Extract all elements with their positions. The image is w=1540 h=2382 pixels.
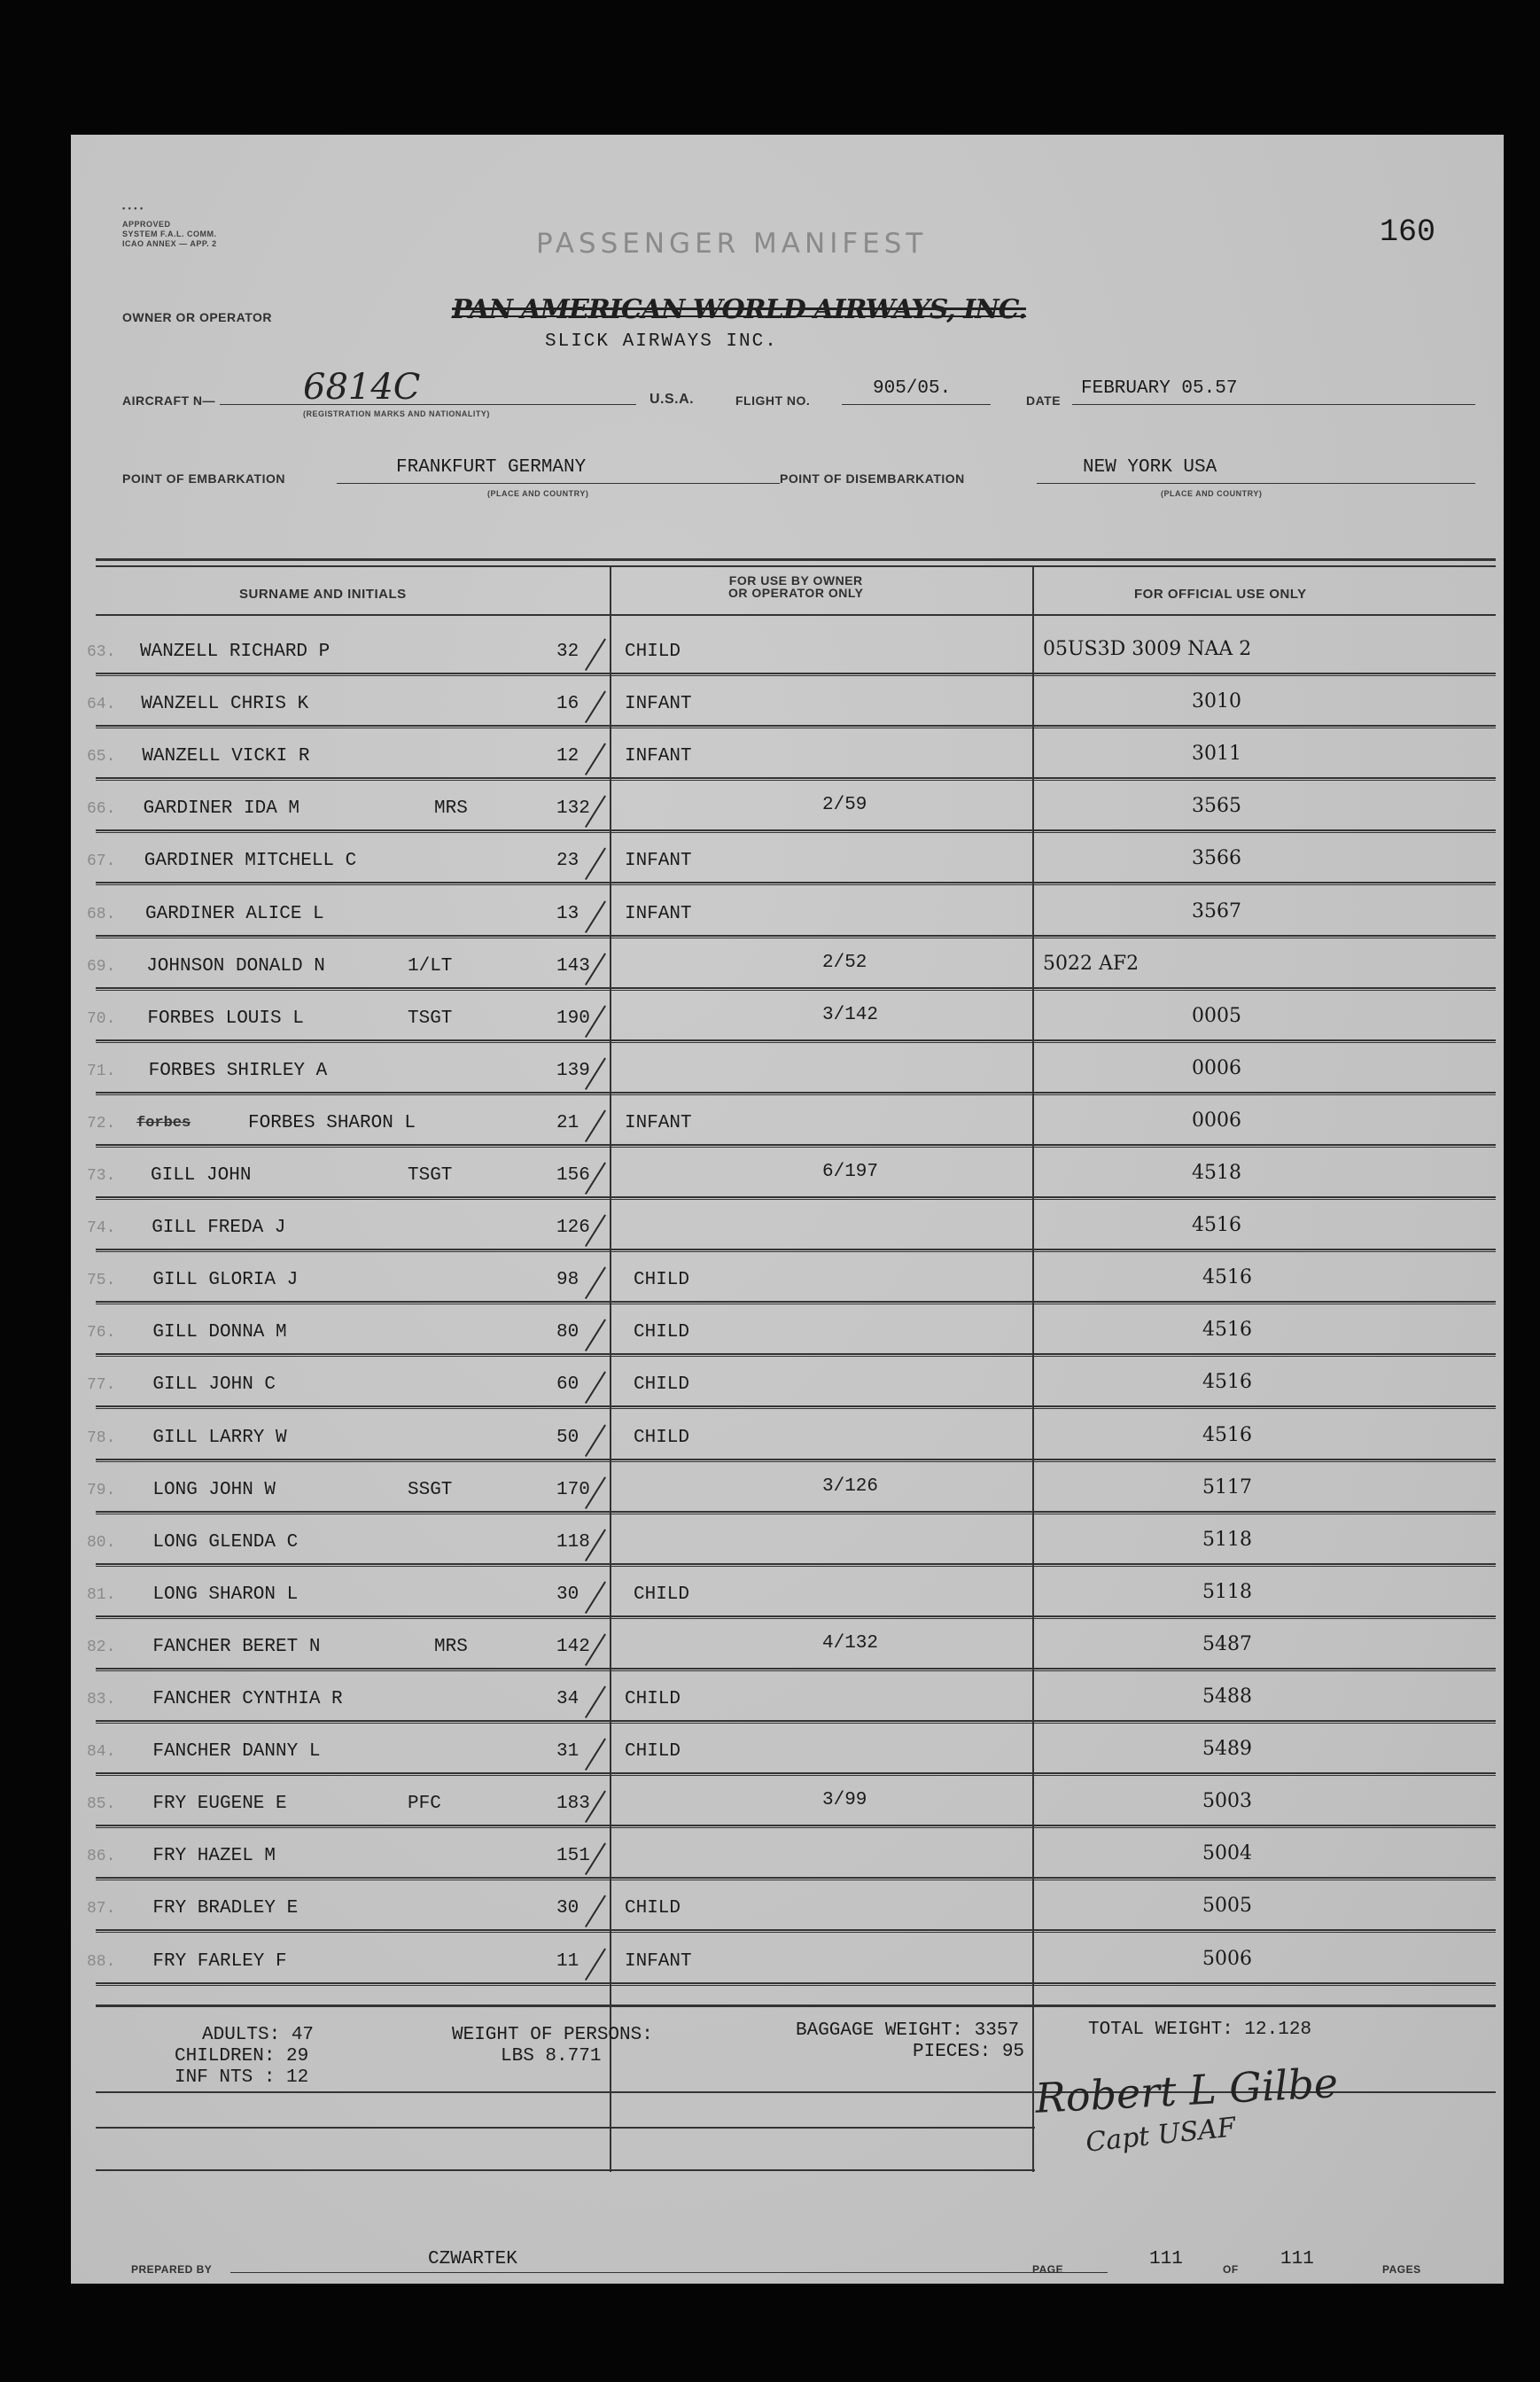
row-number: 79. (87, 1481, 116, 1499)
passenger-name: LONG GLENDA C (152, 1531, 299, 1553)
official-use-code: 5117 (1202, 1475, 1252, 1498)
row-number: 69. (87, 957, 116, 976)
row-rule (96, 1877, 1496, 1879)
table-row (71, 1462, 1504, 1514)
owner-label: OWNER OR OPERATOR (122, 310, 272, 324)
passenger-name: FANCHER BERET N (152, 1636, 321, 1657)
table-row (71, 1200, 1504, 1252)
row-rule (96, 1144, 1496, 1146)
of-label: OF (1223, 2263, 1239, 2276)
page-value: 111 (1149, 2249, 1183, 2269)
check-mark (585, 1581, 606, 1614)
check-mark (585, 1319, 606, 1352)
row-rule (96, 1563, 1496, 1565)
official-use-code: 4516 (1202, 1319, 1252, 1342)
official-use-code: 4516 (1202, 1371, 1252, 1394)
page-label: PAGE (1032, 2263, 1064, 2276)
flight-value: 905/05. (873, 378, 952, 399)
row-number: 84. (87, 1743, 116, 1762)
row-rule (96, 725, 1496, 727)
passenger-weight: 50 (556, 1427, 579, 1448)
check-mark (585, 900, 606, 933)
table-top-rule (96, 558, 1496, 561)
row-number: 86. (87, 1848, 116, 1866)
passenger-status: INFANT (625, 851, 692, 872)
table-row (71, 833, 1504, 885)
date-value: FEBRUARY 05.57 (1081, 378, 1238, 399)
passenger-title: PFC (408, 1794, 441, 1815)
row-rule (96, 1039, 1496, 1041)
baggage-pieces-weight: 4/132 (822, 1632, 879, 1654)
table-row (71, 1828, 1504, 1880)
passenger-weight: 13 (556, 903, 579, 924)
approved-line-2: SYSTEM F.A.L. COMM. (122, 230, 217, 238)
column-header-official: FOR OFFICIAL USE ONLY (1134, 587, 1307, 602)
table-row (71, 991, 1504, 1043)
table-row (71, 1304, 1504, 1357)
check-mark (585, 1738, 606, 1771)
passenger-weight: 183 (556, 1794, 590, 1815)
row-rule (96, 1092, 1496, 1094)
row-rule (96, 1720, 1496, 1722)
official-use-code: 5487 (1202, 1632, 1252, 1655)
passenger-status: CHILD (634, 1584, 690, 1605)
table-row (71, 1567, 1504, 1619)
passenger-weight: 32 (556, 642, 579, 662)
approved-line-3: ICAO ANNEX — APP. 2 (122, 239, 217, 248)
row-number: 70. (87, 1009, 116, 1028)
check-mark (585, 1948, 606, 1981)
passenger-status: INFANT (625, 694, 692, 715)
total-weight: TOTAL WEIGHT: 12.128 (1088, 2020, 1312, 2040)
passenger-status: CHILD (634, 1270, 690, 1291)
check-mark (585, 743, 606, 776)
table-row (71, 1252, 1504, 1304)
disembarkation-value: NEW YORK USA (1083, 457, 1217, 478)
table-row (71, 1619, 1504, 1671)
official-use-code: 5006 (1202, 1947, 1252, 1970)
row-number: 71. (87, 1062, 116, 1080)
table-row (71, 1095, 1504, 1148)
table-row (71, 676, 1504, 728)
row-number: 87. (87, 1900, 116, 1919)
table-row (71, 728, 1504, 781)
passenger-name: FORBES SHARON L (248, 1112, 416, 1133)
passenger-weight: 80 (556, 1322, 579, 1343)
embarkation-value: FRANKFURT GERMANY (396, 457, 587, 478)
table-row (71, 1357, 1504, 1409)
official-use-code: 3010 (1192, 690, 1241, 713)
baggage-pieces-weight: 3/142 (822, 1004, 879, 1025)
row-rule (96, 777, 1496, 779)
passenger-weight: 139 (556, 1060, 590, 1081)
passenger-name: FRY FARLEY F (152, 1950, 287, 1972)
passenger-status: CHILD (625, 1741, 681, 1763)
passenger-name: FANCHER CYNTHIA R (152, 1689, 343, 1709)
row-number: 65. (87, 748, 116, 767)
struck-prefix: forbes (136, 1114, 191, 1132)
passenger-name: GILL FREDA J (152, 1218, 286, 1239)
passenger-name: GILL LARRY W (152, 1427, 287, 1448)
table-row (71, 781, 1504, 833)
passenger-weight: 143 (556, 955, 590, 977)
official-use-code: 05US3D 3009 NAA 2 (1043, 638, 1252, 660)
signature: Robert L Gilbe (1033, 2059, 1340, 2122)
passenger-weight: 12 (556, 746, 579, 767)
adults-count: ADULTS: 47 (202, 2025, 315, 2045)
row-rule (96, 935, 1496, 937)
official-use-code: 5022 AF2 (1043, 952, 1139, 975)
check-mark (585, 1895, 606, 1928)
table-row (71, 1934, 1504, 1986)
passenger-title: TSGT (408, 1008, 453, 1029)
passenger-status: CHILD (625, 1898, 681, 1919)
check-mark (585, 638, 606, 671)
passenger-weight: 30 (556, 1584, 579, 1605)
baggage-weight: BAGGAGE WEIGHT: 3357 (796, 2020, 1020, 2041)
passenger-title: 1/LT (408, 955, 453, 977)
passenger-name: GARDINER MITCHELL C (144, 851, 357, 872)
column-header-owner: FOR USE BY OWNER OR OPERATOR ONLY (728, 573, 864, 600)
column-header-surname: SURNAME AND INITIALS (239, 587, 407, 602)
passenger-name: GILL JOHN C (152, 1374, 276, 1396)
signature-rank: Capt USAF (1084, 2112, 1238, 2159)
row-number: 66. (87, 800, 116, 819)
row-number: 75. (87, 1272, 116, 1290)
prepared-by-label: PREPARED BY (131, 2263, 213, 2276)
row-number: 85. (87, 1795, 116, 1814)
baggage-pieces: PIECES: 95 (913, 2042, 1025, 2062)
aircraft-label: AIRCRAFT N— (122, 393, 216, 408)
passenger-status: CHILD (634, 1322, 690, 1343)
place-caption-2: (PLACE AND COUNTRY) (1161, 489, 1263, 498)
place-caption-1: (PLACE AND COUNTRY) (487, 489, 589, 498)
row-rule (96, 1668, 1496, 1670)
row-rule (96, 1615, 1496, 1617)
row-number: 74. (87, 1219, 116, 1238)
summary-rule (96, 2004, 1496, 2007)
official-use-code: 4516 (1202, 1423, 1252, 1446)
summary-rule (96, 2169, 1035, 2171)
official-use-code: 5005 (1202, 1895, 1252, 1918)
row-rule (96, 1196, 1496, 1198)
check-mark (585, 1109, 606, 1142)
passenger-name: WANZELL VICKI R (142, 746, 310, 767)
passenger-weight: 11 (556, 1950, 579, 1972)
table-row (71, 1514, 1504, 1567)
date-underline (1072, 404, 1475, 405)
row-number: 88. (87, 1952, 116, 1971)
row-rule (96, 1825, 1496, 1826)
flight-label: FLIGHT NO. (735, 393, 811, 408)
check-mark (585, 848, 606, 881)
official-use-code: 0005 (1192, 1004, 1241, 1027)
official-use-code: 4516 (1192, 1214, 1241, 1237)
official-use-code: 5003 (1202, 1790, 1252, 1813)
owner-struck-text: PAN AMERICAN WORLD AIRWAYS, INC. (452, 294, 1027, 325)
passenger-weight: 151 (556, 1846, 590, 1867)
children-count: CHILDREN: 29 (175, 2046, 309, 2067)
passenger-weight: 190 (556, 1008, 590, 1029)
row-rule (96, 1985, 1496, 1986)
approved-line-1: APPROVED (122, 220, 171, 229)
row-number: 64. (87, 696, 116, 714)
row-number: 72. (87, 1114, 116, 1133)
embark-underline (337, 483, 780, 484)
prepared-by-value: CZWARTEK (428, 2249, 517, 2269)
passenger-weight: 132 (556, 798, 590, 820)
usa-label: U.S.A. (649, 392, 695, 407)
passenger-title: MRS (434, 1636, 468, 1657)
row-rule (96, 1982, 1496, 1984)
page-number: 160 (1380, 214, 1436, 250)
official-use-code: 3565 (1192, 795, 1241, 818)
passenger-name: GARDINER ALICE L (145, 903, 324, 924)
row-number: 77. (87, 1376, 116, 1395)
of-value: 111 (1280, 2249, 1314, 2269)
table-row (71, 1043, 1504, 1095)
row-rule (96, 1405, 1496, 1407)
disembarkation-label: POINT OF DISEMBARKATION (780, 471, 965, 486)
check-mark (585, 1685, 606, 1718)
check-mark (585, 1267, 606, 1300)
table-row (71, 624, 1504, 676)
flight-underline (842, 404, 991, 405)
official-use-code: 5118 (1202, 1580, 1252, 1603)
passenger-weight: 23 (556, 851, 579, 872)
table-row (71, 1671, 1504, 1724)
official-use-code: 5489 (1202, 1738, 1252, 1761)
official-use-code: 3567 (1192, 899, 1241, 922)
footer-underline (230, 2272, 1108, 2273)
baggage-pieces-weight: 3/126 (822, 1475, 879, 1497)
table-row (71, 1880, 1504, 1933)
passenger-name: FRY EUGENE E (152, 1794, 287, 1815)
passenger-weight: 170 (556, 1479, 590, 1500)
row-rule (96, 673, 1496, 674)
official-use-code: 3566 (1192, 847, 1241, 870)
row-number: 73. (87, 1167, 116, 1185)
passenger-status: CHILD (625, 642, 681, 662)
row-number: 63. (87, 643, 116, 661)
official-use-code: 5004 (1202, 1842, 1252, 1865)
passenger-title: MRS (434, 798, 468, 820)
row-number: 80. (87, 1533, 116, 1552)
infants-count: INF NTS : 12 (175, 2067, 309, 2088)
weight-of-persons-label: WEIGHT OF PERSONS: (452, 2025, 653, 2045)
baggage-pieces-weight: 2/52 (822, 952, 867, 973)
official-use-code: 5118 (1202, 1528, 1252, 1551)
official-use-code: 3011 (1192, 743, 1241, 766)
table-row (71, 1410, 1504, 1462)
row-rule (96, 1249, 1496, 1250)
passenger-status: INFANT (625, 1112, 692, 1133)
passenger-name: LONG SHARON L (152, 1584, 299, 1605)
passenger-weight: 118 (556, 1531, 590, 1553)
manifest-sheet (71, 135, 1504, 2284)
passenger-name: GILL GLORIA J (152, 1270, 299, 1291)
row-number: 67. (87, 852, 116, 871)
passenger-weight: 126 (556, 1218, 590, 1239)
row-number: 83. (87, 1691, 116, 1709)
row-rule (96, 829, 1496, 831)
table-header-rule (96, 614, 1496, 616)
row-rule (96, 1353, 1496, 1355)
passenger-name: FRY BRADLEY E (152, 1898, 299, 1919)
strikeout-line (452, 307, 1026, 310)
check-mark (585, 690, 606, 723)
row-number: 78. (87, 1428, 116, 1447)
passenger-name: LONG JOHN W (152, 1479, 276, 1500)
row-number: 76. (87, 1324, 116, 1343)
passenger-status: INFANT (625, 1950, 692, 1972)
owner-value: SLICK AIRWAYS INC. (545, 331, 778, 352)
passenger-weight: 60 (556, 1374, 579, 1396)
passenger-weight: 142 (556, 1636, 590, 1657)
passenger-weight: 98 (556, 1270, 579, 1291)
baggage-pieces-weight: 2/59 (822, 795, 867, 816)
baggage-pieces-weight: 6/197 (822, 1162, 879, 1182)
aircraft-underline (220, 404, 636, 405)
pages-label: PAGES (1382, 2263, 1421, 2276)
aircraft-value: 6814C (303, 367, 421, 408)
table-row (71, 938, 1504, 991)
passenger-title: SSGT (408, 1479, 453, 1500)
approval-dots: • • • • (122, 204, 144, 213)
passenger-title: TSGT (408, 1165, 453, 1186)
official-use-code: 4516 (1202, 1266, 1252, 1289)
passenger-weight: 16 (556, 694, 579, 715)
passenger-name: FORBES LOUIS L (147, 1008, 304, 1029)
row-rule (96, 1511, 1496, 1513)
passenger-name: WANZELL CHRIS K (141, 694, 309, 715)
row-number: 68. (87, 905, 116, 923)
date-label: DATE (1026, 393, 1062, 408)
passenger-weight: 34 (556, 1689, 579, 1709)
passenger-weight: 30 (556, 1898, 579, 1919)
passenger-weight: 21 (556, 1112, 579, 1133)
registration-caption: (REGISTRATION MARKS AND NATIONALITY) (303, 409, 490, 418)
table-top-rule (96, 565, 1496, 567)
row-number: 81. (87, 1585, 116, 1604)
strikeout-line (452, 315, 1026, 317)
passenger-status: CHILD (634, 1374, 690, 1396)
row-rule (96, 1301, 1496, 1303)
official-use-code: 0006 (1192, 1109, 1241, 1132)
table-row (71, 886, 1504, 938)
table-row (71, 1776, 1504, 1828)
table-row (71, 1724, 1504, 1776)
passenger-name: WANZELL RICHARD P (140, 642, 331, 662)
page-title: PASSENGER MANIFEST (536, 228, 928, 260)
row-rule (96, 882, 1496, 884)
check-mark (585, 1424, 606, 1457)
table-row (71, 1148, 1504, 1200)
passenger-name: FRY HAZEL M (152, 1846, 276, 1867)
embarkation-label: POINT OF EMBARKATION (122, 471, 285, 486)
passenger-weight: 156 (556, 1165, 590, 1186)
passenger-name: GILL DONNA M (152, 1322, 287, 1343)
passenger-name: FANCHER DANNY L (152, 1741, 321, 1763)
row-rule (96, 987, 1496, 989)
row-number: 82. (87, 1638, 116, 1656)
passenger-name: GARDINER IDA M (143, 798, 300, 820)
official-use-code: 0006 (1192, 1056, 1241, 1079)
row-rule (96, 1929, 1496, 1931)
summary-rule (96, 2127, 1035, 2129)
passenger-status: CHILD (634, 1427, 690, 1448)
passenger-status: CHILD (625, 1689, 681, 1709)
baggage-pieces-weight: 3/99 (822, 1790, 867, 1811)
passenger-name: JOHNSON DONALD N (146, 955, 325, 977)
passenger-name: GILL JOHN (151, 1165, 252, 1186)
passenger-name: FORBES SHIRLEY A (148, 1060, 328, 1081)
passenger-weight: 31 (556, 1741, 579, 1763)
check-mark (585, 1372, 606, 1405)
passenger-status: INFANT (625, 746, 692, 767)
passenger-status: INFANT (625, 903, 692, 924)
row-rule (96, 1772, 1496, 1774)
persons-weight-value: LBS 8.771 (501, 2046, 602, 2067)
official-use-code: 4518 (1192, 1162, 1241, 1184)
disembark-underline (1037, 483, 1475, 484)
official-use-code: 5488 (1202, 1685, 1252, 1708)
row-rule (96, 1459, 1496, 1460)
